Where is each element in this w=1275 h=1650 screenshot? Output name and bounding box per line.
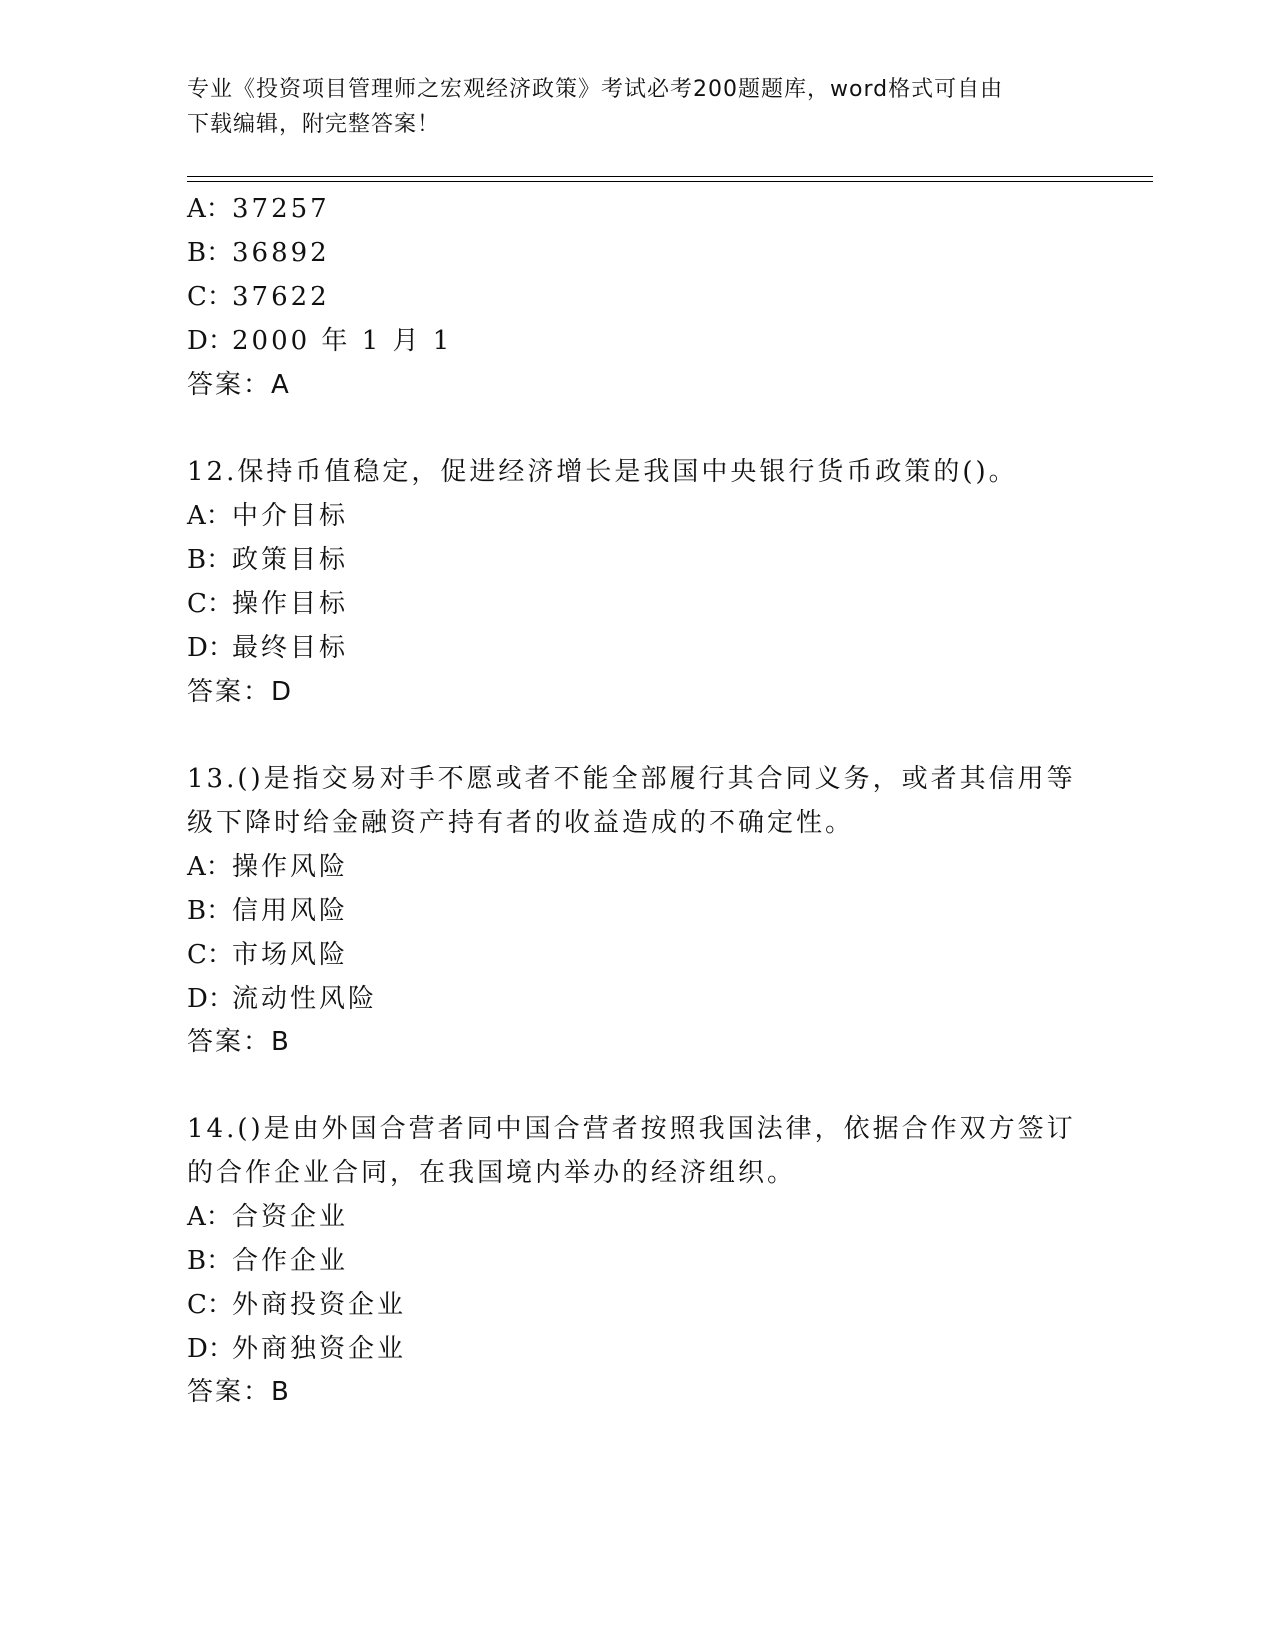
q12-option-c: C：操作目标 [187, 589, 349, 619]
q14-option-c: C：外商投资企业 [187, 1290, 407, 1320]
q11-option-b: B：36892 [187, 238, 330, 268]
q12-option-a: A：中介目标 [187, 501, 349, 531]
header-line-1: 专业《投资项目管理师之宏观经济政策》考试必考200题题库，word格式可自由 [187, 77, 1004, 102]
q13-option-d: D：流动性风险 [187, 984, 378, 1014]
q14-option-b: B：合作企业 [187, 1246, 349, 1276]
document-header [187, 72, 1087, 142]
q12-option-d: D：最终目标 [187, 633, 349, 663]
q12-stem: 12.保持币值稳定，促进经济增长是我国中央银行货币政策的()。 [187, 457, 1018, 487]
q13-option-c: C：市场风险 [187, 940, 349, 970]
q13-option-a: A：操作风险 [187, 852, 349, 882]
q13-stem-line-1: 13.()是指交易对手不愿或者不能全部履行其合同义务，或者其信用等 [187, 764, 1076, 794]
q14-option-a: A：合资企业 [187, 1202, 349, 1232]
q11-option-a: A：37257 [187, 194, 330, 224]
q14-stem-line-1: 14.()是由外国合营者同中国合营者按照我国法律，依据合作双方签订 [187, 1114, 1076, 1144]
q12-option-b: B：政策目标 [187, 545, 349, 575]
q14-option-d: D：外商独资企业 [187, 1334, 407, 1364]
header-rule-top [187, 176, 1153, 177]
q11-option-c: C：37622 [187, 282, 330, 312]
q13-option-b: B：信用风险 [187, 896, 349, 926]
q11-answer: 答案：A [187, 370, 291, 400]
q14-answer: 答案：B [187, 1377, 291, 1407]
q13-answer: 答案：B [187, 1027, 291, 1057]
q13-stem-line-2: 级下降时给金融资产持有者的收益造成的不确定性。 [187, 808, 855, 838]
header-rule-bottom [187, 181, 1153, 182]
q12-answer: 答案：D [187, 677, 294, 707]
q11-option-d: D：2000 年 1 月 1 [187, 326, 453, 356]
q14-stem-line-2: 的合作企业合同，在我国境内举办的经济组织。 [187, 1158, 797, 1188]
header-line-2: 下载编辑，附完整答案！ [187, 112, 441, 137]
